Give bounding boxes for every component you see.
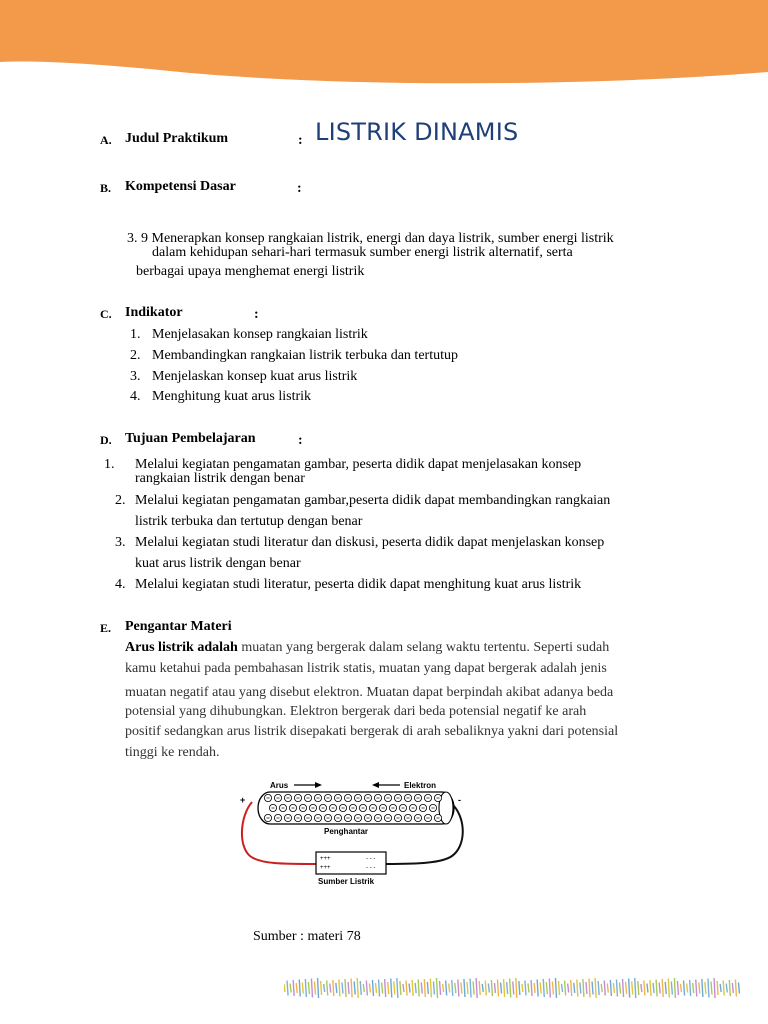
footer-stroke	[610, 980, 611, 996]
battery-minus-marks: - - -	[366, 856, 376, 862]
footer-stroke	[412, 980, 413, 996]
list-item-number: 3.	[130, 369, 141, 384]
footer-stroke	[647, 984, 648, 993]
paragraph-line: positif sedangkan arus listrik disepakati bergerak di arah sebaliknya yakni dari potensial	[125, 724, 619, 739]
footer-stroke	[516, 978, 517, 998]
footer-stroke	[311, 979, 312, 998]
paragraph-line: muatan negatif atau yang disebut elektron. Muatan dapat berpindah akibat adanya beda	[125, 685, 614, 700]
footer-stroke	[717, 981, 718, 995]
footer-stroke	[668, 979, 669, 998]
paragraph-line: kamu ketahui pada pembahasan listrik statis, muatan yang dapat bergerak adalah jenis	[125, 661, 607, 676]
bold-lead: Arus listrik adalah	[125, 640, 238, 655]
footer-stroke	[677, 981, 678, 995]
footer-stroke	[507, 982, 508, 994]
footer-stroke	[446, 981, 447, 996]
footer-stroke	[738, 983, 739, 994]
footer-stroke	[674, 978, 675, 998]
kd-line-2: dalam kehidupan sehari-hari termasuk sumber energi listrik alternatif, serta	[152, 245, 573, 260]
footer-stroke	[552, 982, 553, 995]
label-sumber-listrik: Sumber Listrik	[318, 877, 375, 886]
footer-stroke	[379, 980, 380, 997]
footer-stroke	[525, 981, 526, 996]
footer-decoration	[284, 976, 744, 1000]
footer-stroke	[613, 983, 614, 993]
paragraph-text: muatan yang bergerak dalam selang waktu tertentu. Seperti sudah	[237, 640, 610, 655]
footer-stroke	[705, 982, 706, 994]
section-e-label: Pengantar Materi	[125, 619, 232, 634]
footer-stroke	[287, 981, 288, 996]
footer-stroke	[473, 982, 474, 995]
footer-stroke	[342, 983, 343, 994]
footer-stroke	[418, 980, 419, 997]
footer-stroke	[351, 979, 352, 998]
footer-stroke	[565, 981, 566, 996]
paragraph-line: tinggi ke rendah.	[125, 745, 220, 760]
footer-stroke	[430, 979, 431, 998]
section-d-letter: D.	[100, 433, 112, 447]
footer-stroke	[498, 980, 499, 997]
footer-stroke	[574, 983, 575, 993]
footer-stroke	[583, 979, 584, 997]
footer-stroke	[662, 979, 663, 997]
section-b-colon: :	[297, 181, 302, 196]
footer-stroke	[357, 978, 358, 998]
footer-stroke	[626, 982, 627, 994]
list-item-line: Melalui kegiatan pengamatan gambar,peserta didik dapat membandingkan rangkaian	[135, 493, 611, 508]
footer-stroke	[699, 983, 700, 994]
footer-stroke	[534, 983, 535, 993]
footer-stroke	[336, 983, 337, 993]
footer-stroke	[641, 984, 642, 992]
list-item-number: 3.	[115, 535, 126, 550]
list-item-line: kuat arus listrik dengan benar	[135, 556, 301, 571]
footer-stroke	[400, 981, 401, 995]
footer-stroke	[723, 981, 724, 996]
footer-stroke	[330, 984, 331, 993]
footer-stroke	[693, 983, 694, 993]
footer-stroke	[424, 979, 425, 997]
footer-stroke	[601, 984, 602, 992]
footer-stroke	[629, 979, 630, 998]
footer-stroke	[607, 984, 608, 993]
footer-stroke	[485, 981, 486, 996]
footer-stroke	[458, 980, 459, 997]
footer-stroke	[732, 983, 733, 993]
footer-stroke	[586, 982, 587, 994]
section-b-letter: B.	[100, 181, 112, 195]
footer-stroke	[452, 980, 453, 996]
list-item: Membandingkan rangkaian listrik terbuka dan tertutup	[152, 348, 458, 363]
footer-stroke	[391, 979, 392, 998]
section-b-label: Kompetensi Dasar	[125, 179, 236, 194]
footer-stroke	[409, 984, 410, 993]
footer-stroke	[427, 982, 428, 994]
list-item-line: rangkaian listrik dengan benar	[135, 471, 305, 486]
footer-stroke	[528, 984, 529, 993]
footer-stroke	[479, 981, 480, 995]
footer-stroke	[299, 980, 300, 997]
footer-stroke	[650, 980, 651, 996]
footer-stroke	[296, 983, 297, 993]
footer-stroke	[571, 980, 572, 996]
footer-stroke	[366, 981, 367, 996]
footer-stroke	[513, 982, 514, 995]
footer-stroke	[461, 983, 462, 994]
list-item-number: 4.	[130, 389, 141, 404]
battery-minus-marks: - - -	[366, 865, 376, 871]
kd-line-1: 3. 9 Menerapkan konsep rangkaian listrik, energi dan daya listrik, sumber energi listrik	[127, 231, 614, 246]
footer-stroke	[376, 983, 377, 993]
section-c-colon: :	[254, 307, 259, 322]
footer-stroke	[488, 984, 489, 993]
label-elektron: Elektron	[404, 781, 437, 790]
footer-stroke	[440, 981, 441, 995]
footer-stroke	[464, 979, 465, 997]
footer-stroke	[592, 982, 593, 995]
section-c-letter: C.	[100, 307, 112, 321]
footer-stroke	[315, 982, 316, 995]
footer-stroke	[656, 980, 657, 997]
footer-stroke	[555, 978, 556, 998]
list-item-line: Melalui kegiatan studi literatur, peserta didik dapat menghitung kuat arus listrik	[135, 577, 582, 592]
list-item-line: Melalui kegiatan studi literatur dan diskusi, peserta didik dapat menjelaskan konsep	[135, 535, 605, 550]
footer-stroke	[382, 983, 383, 994]
label-arus: Arus	[270, 781, 289, 790]
list-item-line: Melalui kegiatan pengamatan gambar, peserta didik dapat menjelasakan konsep	[135, 457, 582, 472]
list-item: Menjelaskan konsep kuat arus listrik	[152, 369, 358, 384]
footer-stroke	[388, 982, 389, 994]
footer-stroke	[293, 980, 294, 996]
minus-terminal-sign: -	[458, 795, 461, 805]
footer-stroke	[305, 979, 306, 997]
footer-stroke	[348, 982, 349, 994]
footer-stroke	[510, 979, 511, 998]
footer-stroke	[644, 981, 645, 996]
footer-stroke	[616, 980, 617, 997]
footer-stroke	[531, 980, 532, 996]
footer-stroke	[735, 980, 736, 997]
footer-stroke	[482, 984, 483, 992]
footer-stroke	[687, 984, 688, 993]
footer-stroke	[339, 980, 340, 997]
footer-stroke	[397, 978, 398, 998]
list-item: Menjelasakan konsep rangkaian listrik	[152, 327, 368, 342]
footer-stroke	[729, 980, 730, 996]
list-item-number: 2.	[115, 493, 126, 508]
footer-stroke	[290, 984, 291, 993]
footer-stroke	[406, 981, 407, 996]
footer-stroke	[394, 982, 395, 995]
battery-plus-marks: +++	[320, 865, 331, 871]
arus-arrowhead	[315, 782, 322, 788]
footer-stroke	[360, 981, 361, 995]
battery-plus-marks: +++	[320, 856, 331, 862]
footer-stroke	[318, 978, 319, 998]
footer-stroke	[671, 982, 672, 995]
section-a-colon: :	[298, 133, 303, 148]
footer-stroke	[546, 982, 547, 994]
footer-stroke	[327, 981, 328, 996]
footer-stroke	[604, 981, 605, 996]
footer-stroke	[684, 981, 685, 996]
footer-stroke	[363, 984, 364, 992]
footer-stroke	[598, 981, 599, 995]
footer-stroke	[415, 983, 416, 993]
footer-stroke	[638, 981, 639, 995]
footer-stroke	[653, 983, 654, 993]
footer-stroke	[494, 983, 495, 993]
footer-stroke	[324, 984, 325, 992]
footer-stroke	[284, 984, 285, 992]
footer-stroke	[302, 983, 303, 994]
list-item-number: 1.	[130, 327, 141, 342]
page-title: LISTRIK DINAMIS	[315, 118, 519, 146]
footer-stroke	[372, 980, 373, 996]
footer-stroke	[711, 982, 712, 995]
footer-stroke	[720, 984, 721, 992]
footer-stroke	[595, 978, 596, 998]
footer-stroke	[702, 979, 703, 997]
section-d-colon: :	[298, 433, 303, 448]
label-penghantar: Penghantar	[324, 827, 369, 836]
footer-stroke	[577, 980, 578, 997]
footer-stroke	[504, 979, 505, 997]
footer-stroke	[522, 984, 523, 992]
footer-stroke	[345, 979, 346, 997]
section-a-label: Judul Praktikum	[125, 131, 229, 146]
footer-stroke	[433, 982, 434, 995]
section-e-letter: E.	[100, 621, 112, 635]
footer-stroke	[543, 979, 544, 997]
footer-stroke	[491, 980, 492, 996]
footer-stroke	[580, 983, 581, 994]
list-item-number: 2.	[130, 348, 141, 363]
footer-stroke	[455, 983, 456, 993]
footer-stroke	[620, 983, 621, 994]
footer-stroke	[696, 980, 697, 997]
footer-stroke	[589, 979, 590, 998]
footer-stroke	[369, 984, 370, 993]
section-a-letter: A.	[100, 133, 112, 147]
paragraph-line	[125, 638, 609, 658]
footer-stroke	[559, 981, 560, 995]
footer-stroke	[467, 982, 468, 994]
footer-stroke	[562, 984, 563, 992]
footer-stroke	[476, 978, 477, 998]
footer-stroke	[635, 978, 636, 998]
section-d-label: Tujuan Pembelajaran	[125, 431, 256, 446]
footer-stroke	[308, 982, 309, 994]
footer-stroke	[385, 979, 386, 997]
footer-stroke	[540, 983, 541, 994]
plus-terminal-sign: +	[240, 795, 246, 805]
footer-stroke	[321, 981, 322, 995]
footer-stroke	[537, 980, 538, 997]
footer-stroke	[568, 984, 569, 993]
footer-stroke	[449, 984, 450, 993]
list-item-number: 4.	[115, 577, 126, 592]
kd-line-3: berbagai upaya menghemat energi listrik	[136, 264, 365, 279]
footer-stroke	[690, 980, 691, 996]
footer-stroke	[659, 983, 660, 994]
footer-stroke	[708, 979, 709, 998]
footer-stroke	[714, 978, 715, 998]
circuit-figure	[238, 776, 468, 892]
footer-stroke	[403, 984, 404, 992]
section-c-label: Indikator	[125, 305, 183, 320]
footer-stroke	[421, 983, 422, 994]
source-caption: Sumber : materi 78	[253, 929, 361, 944]
footer-stroke	[726, 984, 727, 993]
footer-stroke	[549, 979, 550, 998]
footer-stroke	[501, 983, 502, 994]
footer-stroke	[470, 979, 471, 998]
paragraph-line: potensial yang dihubungkan. Elektron bergerak dari beda potensial negatif ke arah	[125, 704, 587, 719]
footer-stroke	[519, 981, 520, 995]
footer-stroke	[443, 984, 444, 992]
list-item-number: 1.	[104, 457, 115, 472]
footer-stroke	[665, 982, 666, 994]
footer-stroke	[437, 978, 438, 998]
list-item: Menghitung kuat arus listrik	[152, 389, 312, 404]
footer-stroke	[623, 979, 624, 997]
footer-stroke	[354, 982, 355, 995]
footer-stroke	[681, 984, 682, 992]
header-accent-band	[0, 0, 768, 90]
list-item-line: listrik terbuka dan tertutup dengan benar	[135, 514, 363, 529]
elektron-arrowhead	[372, 782, 379, 788]
footer-stroke	[632, 982, 633, 995]
footer-stroke	[333, 980, 334, 996]
